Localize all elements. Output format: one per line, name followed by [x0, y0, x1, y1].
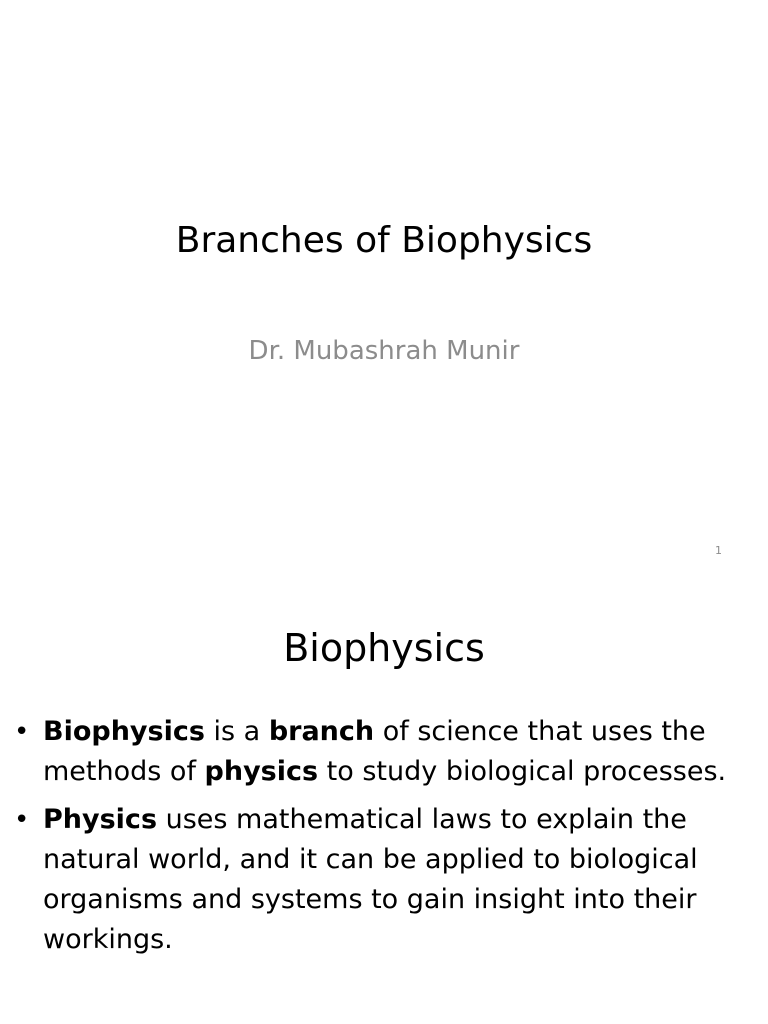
bold-term: Physics: [43, 804, 158, 835]
content-slide: [0, 576, 768, 1024]
bullet-item: [14, 800, 754, 960]
bullet-icon: •: [14, 717, 30, 747]
bold-term: branch: [268, 716, 375, 747]
slide-number: 1: [715, 544, 722, 557]
slide-title: Biophysics: [283, 626, 485, 670]
bold-term: Biophysics: [43, 716, 205, 747]
bullet-text: is a: [204, 716, 269, 747]
bold-term: physics: [204, 756, 319, 787]
bullet-list: [14, 712, 754, 968]
bullet-item: [14, 712, 754, 792]
bullet-text: uses mathematical laws to explain the natural world, and it can be applied to biological organisms and systems to gain insight into their workings.: [43, 804, 698, 955]
bullet-text: of science that uses the methods of: [43, 716, 706, 787]
presentation-title: Branches of Biophysics: [175, 220, 593, 261]
bullet-icon: •: [14, 805, 30, 835]
author-name: Dr. Mubashrah Munir: [248, 336, 520, 366]
bullet-text: to study biological processes.: [318, 756, 727, 787]
